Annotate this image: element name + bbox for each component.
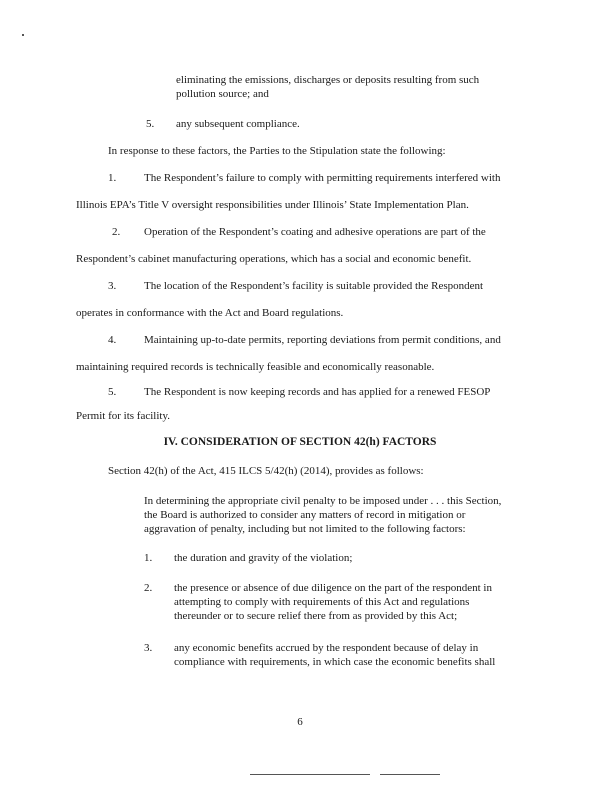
factor-1-number: 1. [144, 552, 153, 564]
paragraph-2-number: 2. [112, 226, 121, 238]
factor-1-line-1: the duration and gravity of the violation; [174, 552, 353, 564]
paragraph-4-line-2: maintaining required records is technically feasible and economically reasonable. [76, 361, 435, 373]
paragraph-5-line-2: Permit for its facility. [76, 410, 170, 422]
paragraph-1-line-2: Illinois EPA’s Title V oversight responsibilities under Illinois’ State Implementation Plan. [76, 199, 469, 211]
paragraph-4-line-1: Maintaining up-to-date permits, reporting deviations from permit conditions, and [144, 334, 501, 346]
paragraph-4-number: 4. [108, 334, 117, 346]
continuation-line-2: pollution source; and [176, 88, 269, 100]
paragraph-1-number: 1. [108, 172, 117, 184]
continuation-line-1: eliminating the emissions, discharges or deposits resulting from such [176, 74, 480, 86]
scan-artifact-line [250, 774, 370, 775]
paragraph-3-line-1: The location of the Respondent’s facility is suitable provided the Respondent [144, 280, 484, 292]
factor-2-number: 2. [144, 582, 153, 594]
intro-text: In response to these factors, the Parties to the Stipulation state the following: [108, 145, 446, 157]
factor-3-line-2: compliance with requirements, in which case the economic benefits shall [174, 656, 496, 668]
paragraph-5-number: 5. [108, 386, 117, 398]
quote-line-1: In determining the appropriate civil penalty to be imposed under . . . this Section, [144, 495, 502, 507]
paragraph-2-line-2: Respondent’s cabinet manufacturing operations, which has a social and economic benefit. [76, 253, 472, 265]
paragraph-3-number: 3. [108, 280, 117, 292]
factor-2-line-3: thereunder or to secure relief there from as provided by this Act; [174, 610, 458, 622]
item-5-number: 5. [146, 118, 155, 130]
paragraph-5-line-1: The Respondent is now keeping records and has applied for a renewed FESOP [144, 386, 491, 398]
page-number: 6 [297, 716, 303, 728]
paragraph-1-line-1: The Respondent’s failure to comply with permitting requirements interfered with [144, 172, 501, 184]
scan-artifact-dot [22, 34, 24, 36]
factor-3-line-1: any economic benefits accrued by the respondent because of delay in [174, 642, 479, 654]
quote-line-3: aggravation of penalty, including but not limited to the following factors: [144, 523, 466, 535]
factor-2-line-1: the presence or absence of due diligence on the part of the respondent in [174, 582, 492, 594]
scan-artifact-line [380, 774, 440, 775]
paragraph-2-line-1: Operation of the Respondent’s coating and adhesive operations are part of the [144, 226, 486, 238]
section-heading: IV. CONSIDERATION OF SECTION 42(h) FACTORS [163, 436, 437, 448]
factor-2-line-2: attempting to comply with requirements of this Act and regulations [174, 596, 470, 608]
item-5-text: any subsequent compliance. [176, 118, 300, 130]
quote-line-2: the Board is authorized to consider any matters of record in mitigation or [144, 509, 466, 521]
factor-3-number: 3. [144, 642, 153, 654]
section-intro: Section 42(h) of the Act, 415 ILCS 5/42(h) (2014), provides as follows: [108, 465, 424, 477]
paragraph-3-line-2: operates in conformance with the Act and Board regulations. [76, 307, 344, 319]
